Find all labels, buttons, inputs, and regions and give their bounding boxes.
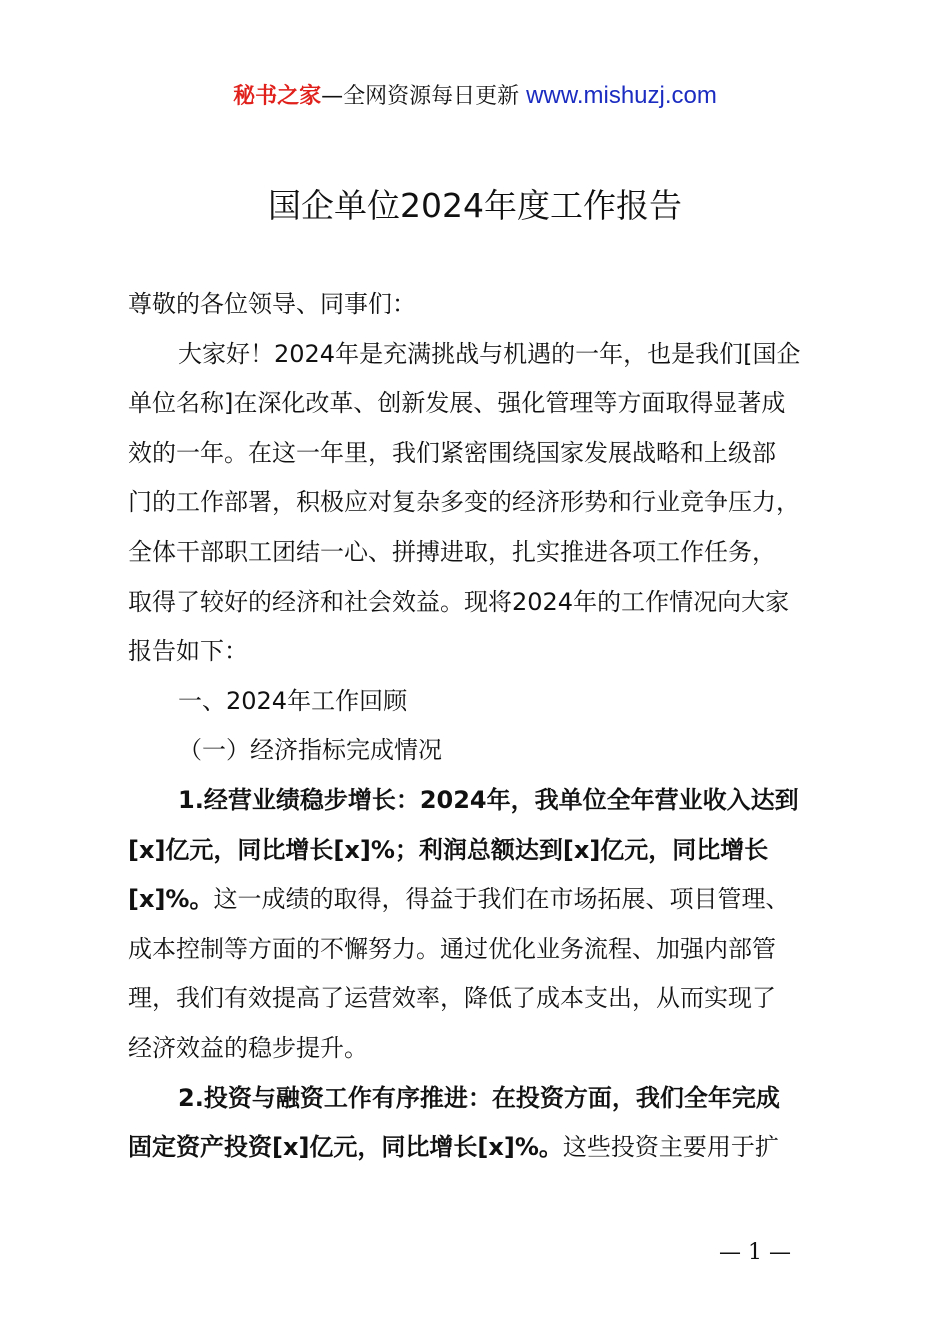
paragraph-line: 效的一年。在这一年里，我们紧密围绕国家发展战略和上级部 bbox=[128, 438, 776, 467]
document-body bbox=[128, 286, 838, 1179]
paragraph-line: 经济效益的稳步提升。 bbox=[128, 1033, 368, 1062]
bold-item-line: [x]亿元，同比增长[x]%；利润总额达到[x]亿元，同比增长 bbox=[128, 835, 769, 864]
site-header bbox=[0, 80, 950, 113]
document-title: 国企单位2024年度工作报告 bbox=[268, 186, 682, 225]
normal-run: 这些投资主要用于扩 bbox=[562, 1133, 779, 1162]
paragraph-line: 大家好！2024年是充满挑战与机遇的一年，也是我们[国企 bbox=[178, 339, 801, 368]
bold-run: 固定资产投资[x]亿元，同比增长[x]%。 bbox=[128, 1133, 563, 1162]
site-url-link[interactable]: www.mishuzj.com bbox=[526, 82, 717, 109]
brand-name: 秘书之家 bbox=[233, 84, 322, 109]
paragraph-line: 取得了较好的经济和社会效益。现将2024年的工作情况向大家 bbox=[128, 587, 790, 616]
paragraph-line bbox=[128, 1129, 838, 1179]
paragraph-line bbox=[128, 881, 838, 931]
paragraph-line: 单位名称]在深化改革、创新发展、强化管理等方面取得显著成 bbox=[128, 389, 786, 418]
paragraph-line: 全体干部职工团结一心、拼搏进取，扎实推进各项工作任务， bbox=[128, 537, 776, 566]
header-tagline: —全网资源每日更新 bbox=[321, 84, 527, 109]
page-footer bbox=[0, 1238, 950, 1268]
bold-run: [x]%。 bbox=[128, 885, 214, 914]
page-number: — 1 — bbox=[719, 1240, 791, 1265]
paragraph-line: 门的工作部署，积极应对复杂多变的经济形势和行业竞争压力， bbox=[128, 488, 800, 517]
normal-run: 这一成绩的取得，得益于我们在市场拓展、项目管理、 bbox=[213, 885, 790, 914]
section-heading: 一、2024年工作回顾 bbox=[178, 686, 408, 715]
bold-item-line: 1.经营业绩稳步增长：2024年，我单位全年营业收入达到 bbox=[178, 785, 799, 814]
bold-item-line: 2.投资与融资工作有序推进：在投资方面，我们全年完成 bbox=[178, 1083, 780, 1112]
salutation-line: 尊敬的各位领导、同事们： bbox=[128, 290, 416, 318]
subsection-heading: （一）经济指标完成情况 bbox=[178, 736, 442, 765]
paragraph-line: 报告如下： bbox=[128, 637, 248, 666]
paragraph-line: 理，我们有效提高了运营效率，降低了成本支出，从而实现了 bbox=[128, 984, 776, 1013]
paragraph-line: 成本控制等方面的不懈努力。通过优化业务流程、加强内部管 bbox=[128, 934, 776, 963]
